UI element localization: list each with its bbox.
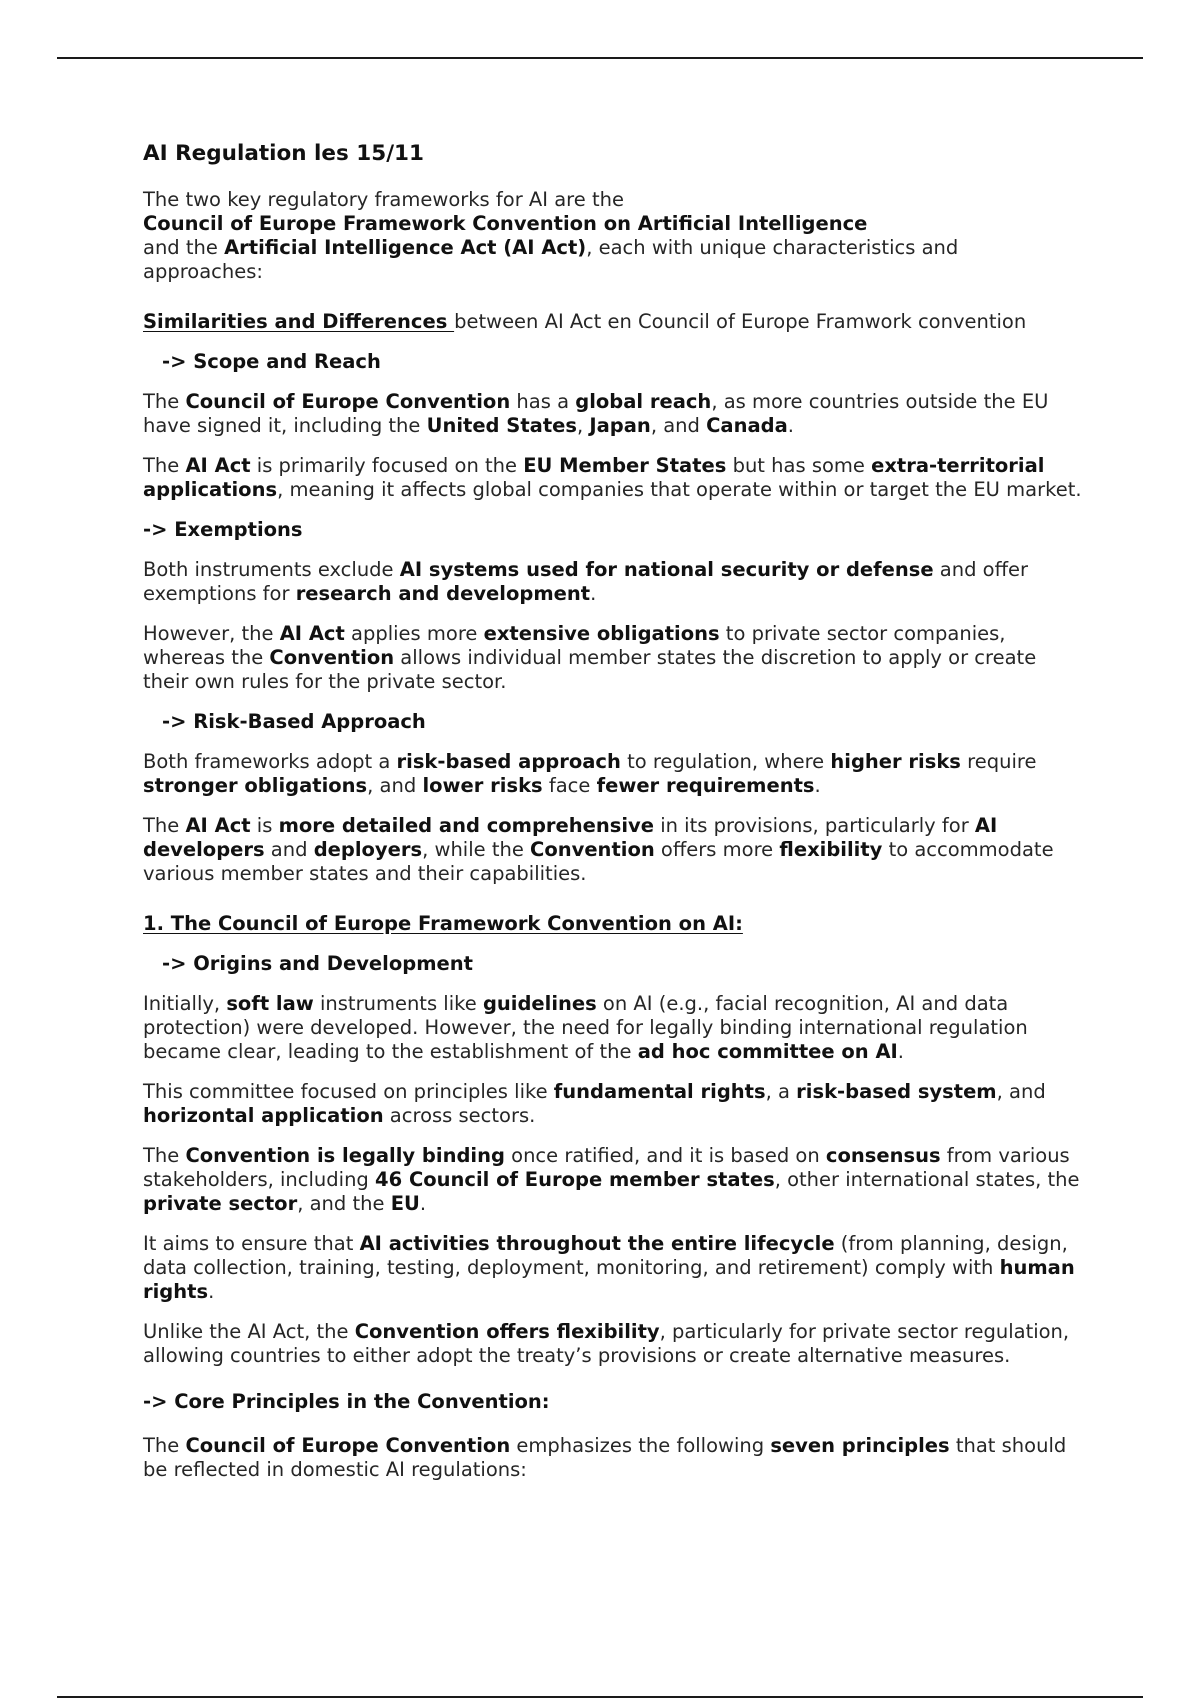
text-run: Canada: [706, 414, 788, 437]
text-run: flexibility: [779, 838, 883, 861]
text-run: , while the: [422, 838, 531, 861]
text-run: The: [143, 1144, 186, 1167]
text-run: soft law: [226, 992, 314, 1015]
scope-paragraph-1: [143, 390, 1083, 438]
text-run: AI Act: [185, 454, 251, 477]
text-run: but has some: [726, 454, 872, 477]
intro-and-the: and the: [143, 236, 225, 259]
origins-paragraph-5: [143, 1320, 1083, 1368]
text-run: stronger obligations: [143, 774, 368, 797]
core-principles-paragraph: [143, 1434, 1083, 1482]
footer-rule: [57, 1696, 1143, 1698]
document-page: [143, 140, 1083, 1498]
text-run: is: [250, 814, 279, 837]
text-run: lower risks: [422, 774, 543, 797]
text-run: fundamental rights: [553, 1080, 766, 1103]
text-run: face: [542, 774, 597, 797]
text-run: .: [208, 1280, 215, 1303]
text-run: consensus: [825, 1144, 941, 1167]
text-run: The: [143, 454, 186, 477]
text-run: is primarily focused on the: [250, 454, 524, 477]
text-run: offers more: [654, 838, 780, 861]
risk-heading: -> Risk-Based Approach: [162, 710, 426, 733]
text-run: horizontal application: [143, 1104, 384, 1127]
text-run: Japan: [589, 414, 651, 437]
origins-paragraph-3: [143, 1144, 1083, 1216]
text-run: from various stakeholders, including: [143, 1144, 1070, 1191]
text-run: AI Act: [279, 622, 345, 645]
text-run: AI activities throughout the entire lifecycle: [359, 1232, 835, 1255]
text-run: human rights: [143, 1256, 1075, 1303]
text-run: private sector: [143, 1192, 298, 1215]
section1-heading-text: 1. The Council of Europe Framework Convention on AI:: [143, 912, 743, 935]
text-run: Council of Europe Convention: [185, 390, 511, 413]
exemptions-paragraph-1: [143, 558, 1083, 606]
text-run: require: [960, 750, 1037, 773]
text-run: United States: [426, 414, 577, 437]
text-run: It aims to ensure that: [143, 1232, 360, 1255]
text-run: , as more countries outside the EU have signed it, including the: [143, 390, 1049, 437]
text-run: Convention is legally binding: [185, 1144, 505, 1167]
text-run: global reach: [575, 390, 712, 413]
text-run: The: [143, 814, 186, 837]
text-run: higher risks: [830, 750, 961, 773]
scope-paragraph-2: [143, 454, 1083, 502]
text-run: allows individual member states the discretion to apply or create their own rules for the private sector.: [143, 646, 1037, 693]
text-run: , other international states, the: [774, 1168, 1080, 1191]
text-run: seven principles: [770, 1434, 950, 1457]
intro-rest: , each with unique characteristics and approaches:: [143, 236, 959, 283]
similarities-underlined: Similarities and Differences: [143, 310, 455, 333]
similarities-rest: between AI Act en Council of Europe Framwork convention: [454, 310, 1027, 333]
text-run: AI Act: [185, 814, 251, 837]
origins-paragraph-1: [143, 992, 1083, 1064]
text-run: extra-territorial applications: [143, 454, 1045, 501]
page-title: AI Regulation les 15/11: [143, 141, 424, 166]
text-run: (from planning, design, data collection, training, testing, deployment, monitoring, and retirement) comply with: [143, 1232, 1068, 1279]
text-run: to regulation, where: [620, 750, 831, 773]
text-run: fewer requirements: [596, 774, 815, 797]
text-run: .: [814, 774, 821, 797]
text-run: risk-based system: [796, 1080, 997, 1103]
text-run: AI systems used for national security or defense: [399, 558, 934, 581]
text-run: , particularly for private sector regulation, allowing countries to either adopt the treaty’s provisions or create alternative measures.: [143, 1320, 1070, 1367]
text-run: that should be reflected in domestic AI regulations:: [143, 1434, 1067, 1481]
text-run: deployers: [313, 838, 423, 861]
text-run: emphasizes the following: [510, 1434, 771, 1457]
text-run: once ratified, and it is based on: [504, 1144, 826, 1167]
exemptions-paragraph-2: [143, 622, 1083, 694]
text-run: However, the: [143, 622, 280, 645]
text-run: EU Member States: [523, 454, 727, 477]
core-principles-heading: -> Core Principles in the Convention:: [143, 1390, 550, 1413]
text-run: .: [590, 582, 597, 605]
intro-line1: The two key regulatory frameworks for AI are the: [143, 188, 624, 211]
text-run: extensive obligations: [483, 622, 720, 645]
text-run: Unlike the AI Act, the: [143, 1320, 355, 1343]
coe-framework-name: Council of Europe Framework Convention on Artificial Intelligence: [143, 212, 868, 235]
text-run: The: [143, 390, 186, 413]
text-run: Initially,: [143, 992, 227, 1015]
text-run: guidelines: [482, 992, 597, 1015]
text-run: risk-based approach: [396, 750, 621, 773]
text-run: , meaning it affects global companies that operate within or target the EU market.: [277, 478, 1082, 501]
text-run: and offer exemptions for: [143, 558, 1029, 605]
text-run: This committee focused on principles like: [143, 1080, 554, 1103]
text-run: to private sector companies, whereas the: [143, 622, 1006, 669]
text-run: Convention offers flexibility: [354, 1320, 660, 1343]
text-run: .: [787, 414, 794, 437]
text-run: across sectors.: [383, 1104, 536, 1127]
risk-paragraph-1: [143, 750, 1083, 798]
text-run: has a: [510, 390, 576, 413]
text-run: more detailed and comprehensive: [278, 814, 654, 837]
exemptions-heading: -> Exemptions: [143, 518, 303, 541]
scope-heading: -> Scope and Reach: [162, 350, 381, 373]
text-run: , and: [650, 414, 707, 437]
text-run: .: [897, 1040, 904, 1063]
intro-paragraph: [143, 188, 1083, 284]
text-run: in its provisions, particularly for: [654, 814, 975, 837]
text-run: Convention: [530, 838, 655, 861]
text-run: 46 Council of Europe member states: [375, 1168, 775, 1191]
origins-heading: -> Origins and Development: [162, 952, 473, 975]
text-run: , and: [367, 774, 423, 797]
text-run: and: [264, 838, 314, 861]
text-run: on AI (e.g., facial recognition, AI and data protection) were developed. However, the need for legally binding international regulation became clear, leading to the establishment of the: [143, 992, 1028, 1063]
text-run: Convention: [269, 646, 395, 669]
text-run: EU: [390, 1192, 420, 1215]
text-run: Both frameworks adopt a: [143, 750, 397, 773]
origins-paragraph-2: [143, 1080, 1083, 1128]
header-rule: [57, 57, 1143, 59]
text-run: AI developers: [143, 814, 998, 861]
similarities-heading: [143, 310, 1083, 334]
text-run: research and development: [295, 582, 591, 605]
section1-heading: [143, 912, 1083, 936]
origins-paragraph-4: [143, 1232, 1083, 1304]
text-run: instruments like: [313, 992, 483, 1015]
text-run: .: [419, 1192, 427, 1215]
text-run: , and the: [297, 1192, 391, 1215]
text-run: Both instruments exclude: [143, 558, 400, 581]
risk-paragraph-2: [143, 814, 1083, 886]
text-run: , a: [765, 1080, 797, 1103]
text-run: ad hoc committee on AI: [637, 1040, 898, 1063]
text-run: , and: [996, 1080, 1046, 1103]
text-run: applies more: [344, 622, 484, 645]
text-run: The: [143, 1434, 186, 1457]
text-run: ,: [576, 414, 590, 437]
ai-act-name: Artificial Intelligence Act (AI Act): [224, 236, 587, 259]
text-run: to accommodate various member states and their capabilities.: [143, 838, 1054, 885]
text-run: Council of Europe Convention: [185, 1434, 511, 1457]
